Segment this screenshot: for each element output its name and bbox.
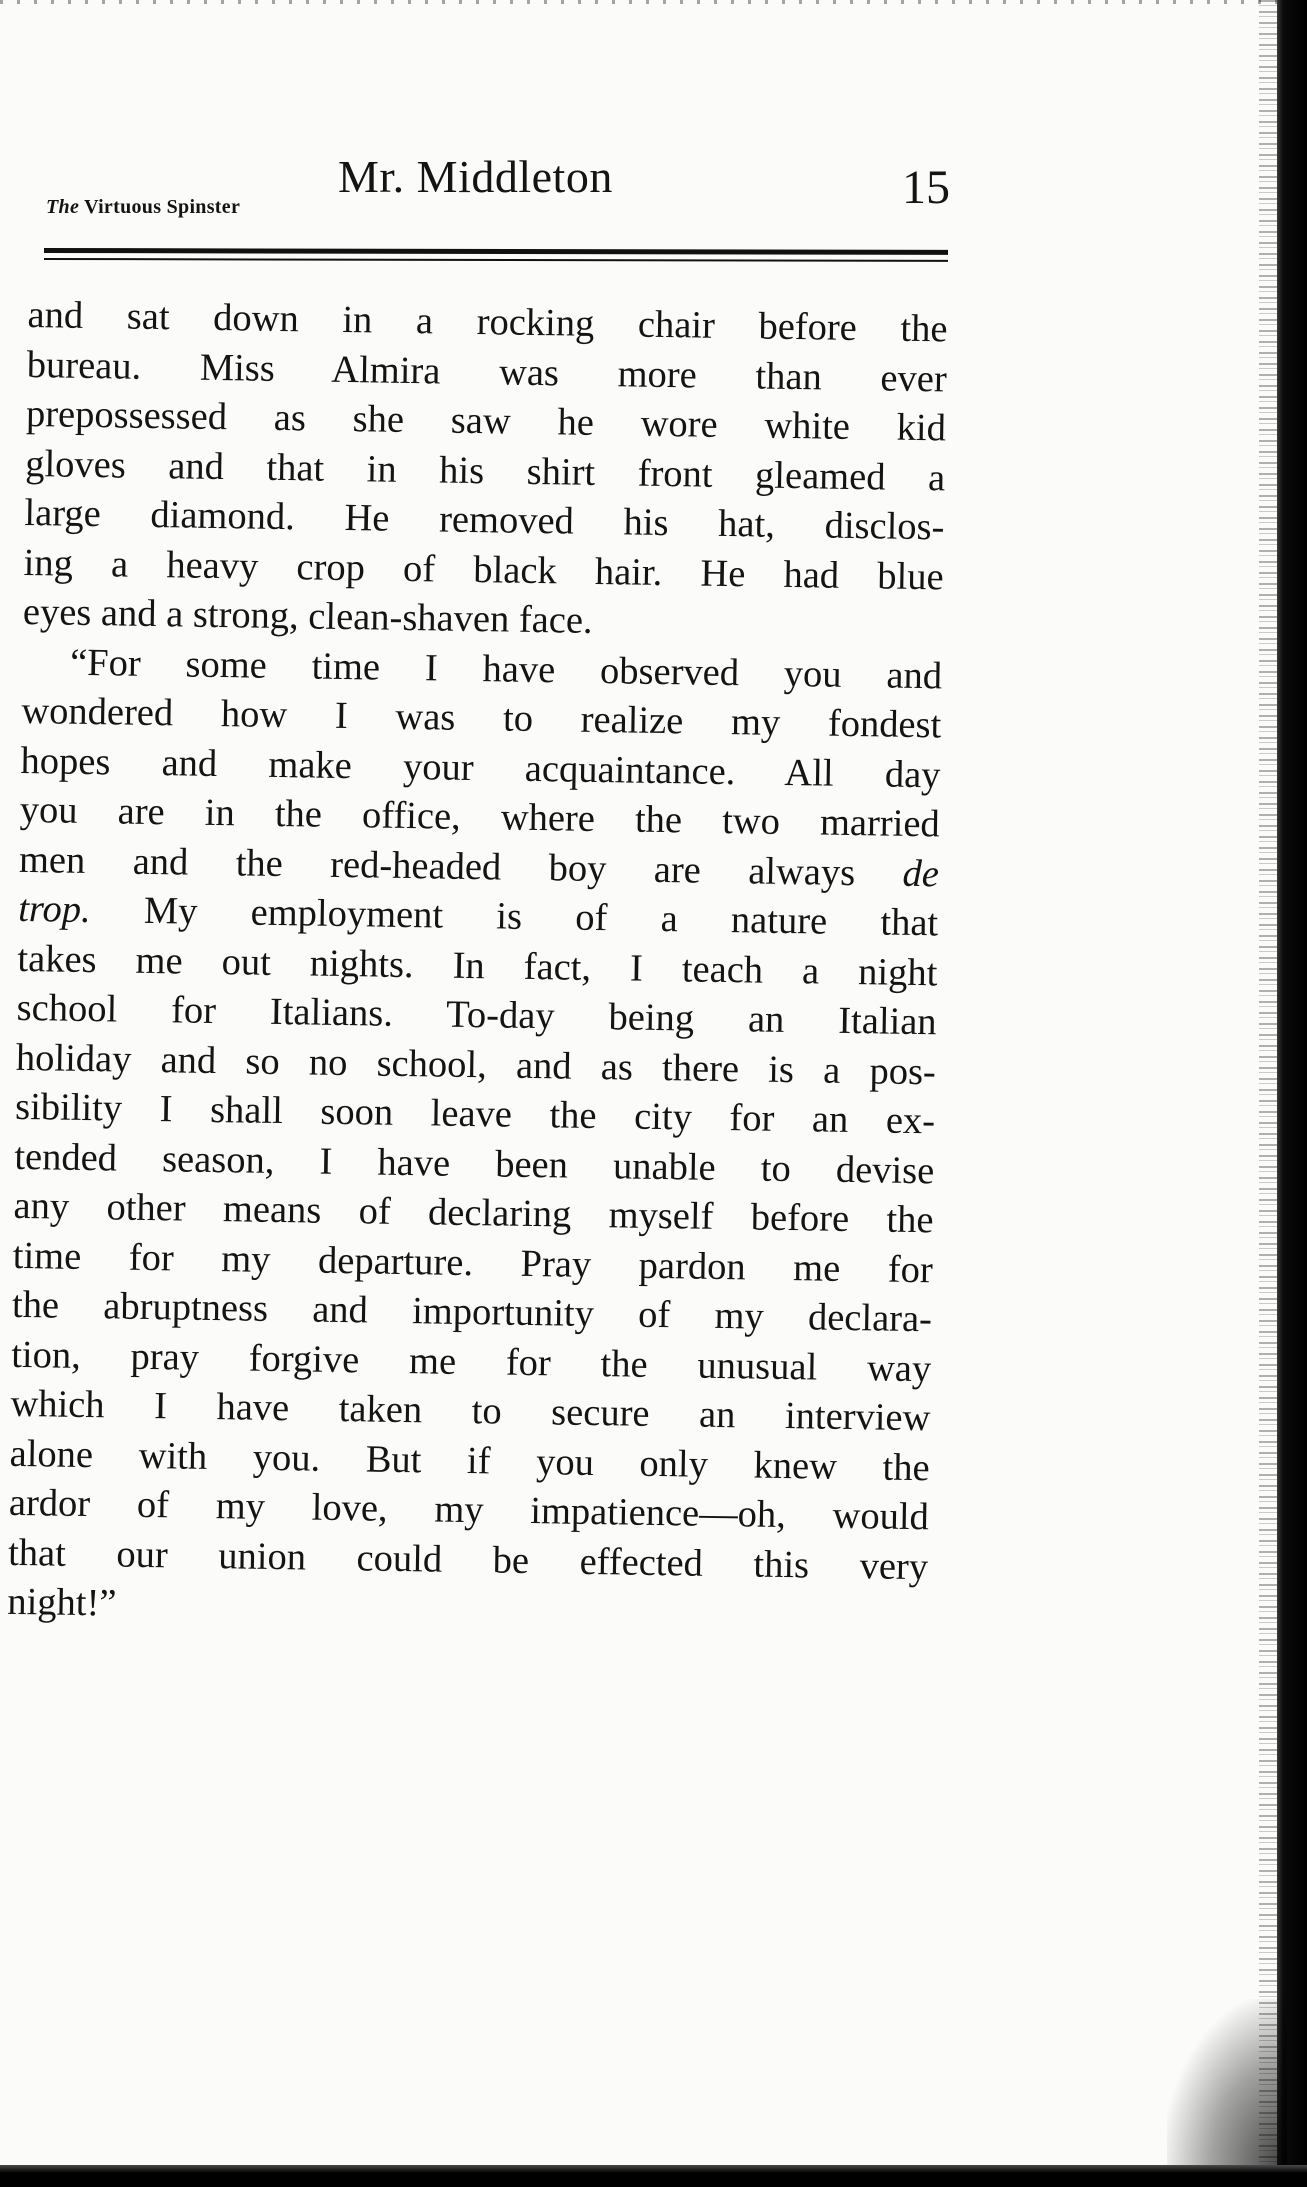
chapter-title: Mr. Middleton: [338, 151, 613, 202]
text-line: which I have taken to secure an interview: [10, 1382, 931, 1440]
book-title-text: Virtuous Spinster: [84, 196, 241, 218]
text-line: any other means of declaring myself before the: [13, 1184, 934, 1242]
text-line: “For some time I have observed you and: [69, 641, 943, 697]
text-line: ardor of my love, my impatience—oh, would: [8, 1481, 930, 1539]
header-rule-thin: [44, 258, 948, 262]
text-line: tion, pray forgive me for the unusual way: [10, 1333, 932, 1390]
text-line: you are in the office, where the two married: [19, 788, 941, 846]
text-line: bureau. Miss Almira was more than ever: [26, 343, 948, 400]
italic-phrase: de: [902, 852, 940, 895]
text-line: time for my departure. Pray pardon me for: [12, 1234, 934, 1291]
text-line: school for Italians. To-day being an Italian: [16, 986, 937, 1044]
text-line: ing a heavy crop of black hair. He had blue: [23, 541, 944, 598]
body-text: [6, 290, 948, 1684]
running-head-book-title: [46, 196, 240, 219]
text-line: hopes and make your acquaintance. All day: [20, 739, 941, 796]
running-head: [0, 0, 1280, 270]
line-text: My employment is of a nature that: [143, 889, 939, 945]
header-rule-thick: [44, 248, 948, 255]
text-line: and sat down in a rocking chair before the: [27, 293, 948, 351]
page-number: 15: [902, 161, 950, 214]
book-title-article: The: [46, 196, 80, 218]
text-line: large diamond. He removed his hat, disclos-: [24, 491, 945, 549]
text-line: wondered how I was to realize my fondest: [21, 689, 942, 747]
scan-spine-shadow: [1277, 0, 1307, 2187]
text-line: alone with you. But if you only knew the: [9, 1432, 930, 1489]
text-line: the abruptness and importunity of my declara-: [11, 1283, 933, 1341]
italic-phrase: trop.: [17, 887, 91, 932]
text-line: takes me out nights. In fact, I teach a night: [17, 937, 938, 994]
text-line: that our union could be effected this very: [7, 1531, 929, 1588]
text-line: night!”: [7, 1580, 117, 1625]
text-line: sibility I shall soon leave the city for an ex-: [14, 1085, 936, 1143]
scan-bottom-edge: [0, 2165, 1307, 2187]
text-line: tended season, I have been unable to devise: [14, 1135, 935, 1192]
text-line: eyes and a strong, clean-shaven face.: [22, 590, 593, 642]
line-text: men and the red-headed boy are always: [18, 838, 856, 894]
text-line: prepossessed as she saw he wore white kid: [25, 392, 947, 450]
text-line: holiday and so no school, and as there is a pos-: [15, 1036, 937, 1093]
text-line: gloves and that in his shirt front gleamed a: [24, 442, 946, 499]
scan-corner-shadow: [1167, 1999, 1287, 2169]
